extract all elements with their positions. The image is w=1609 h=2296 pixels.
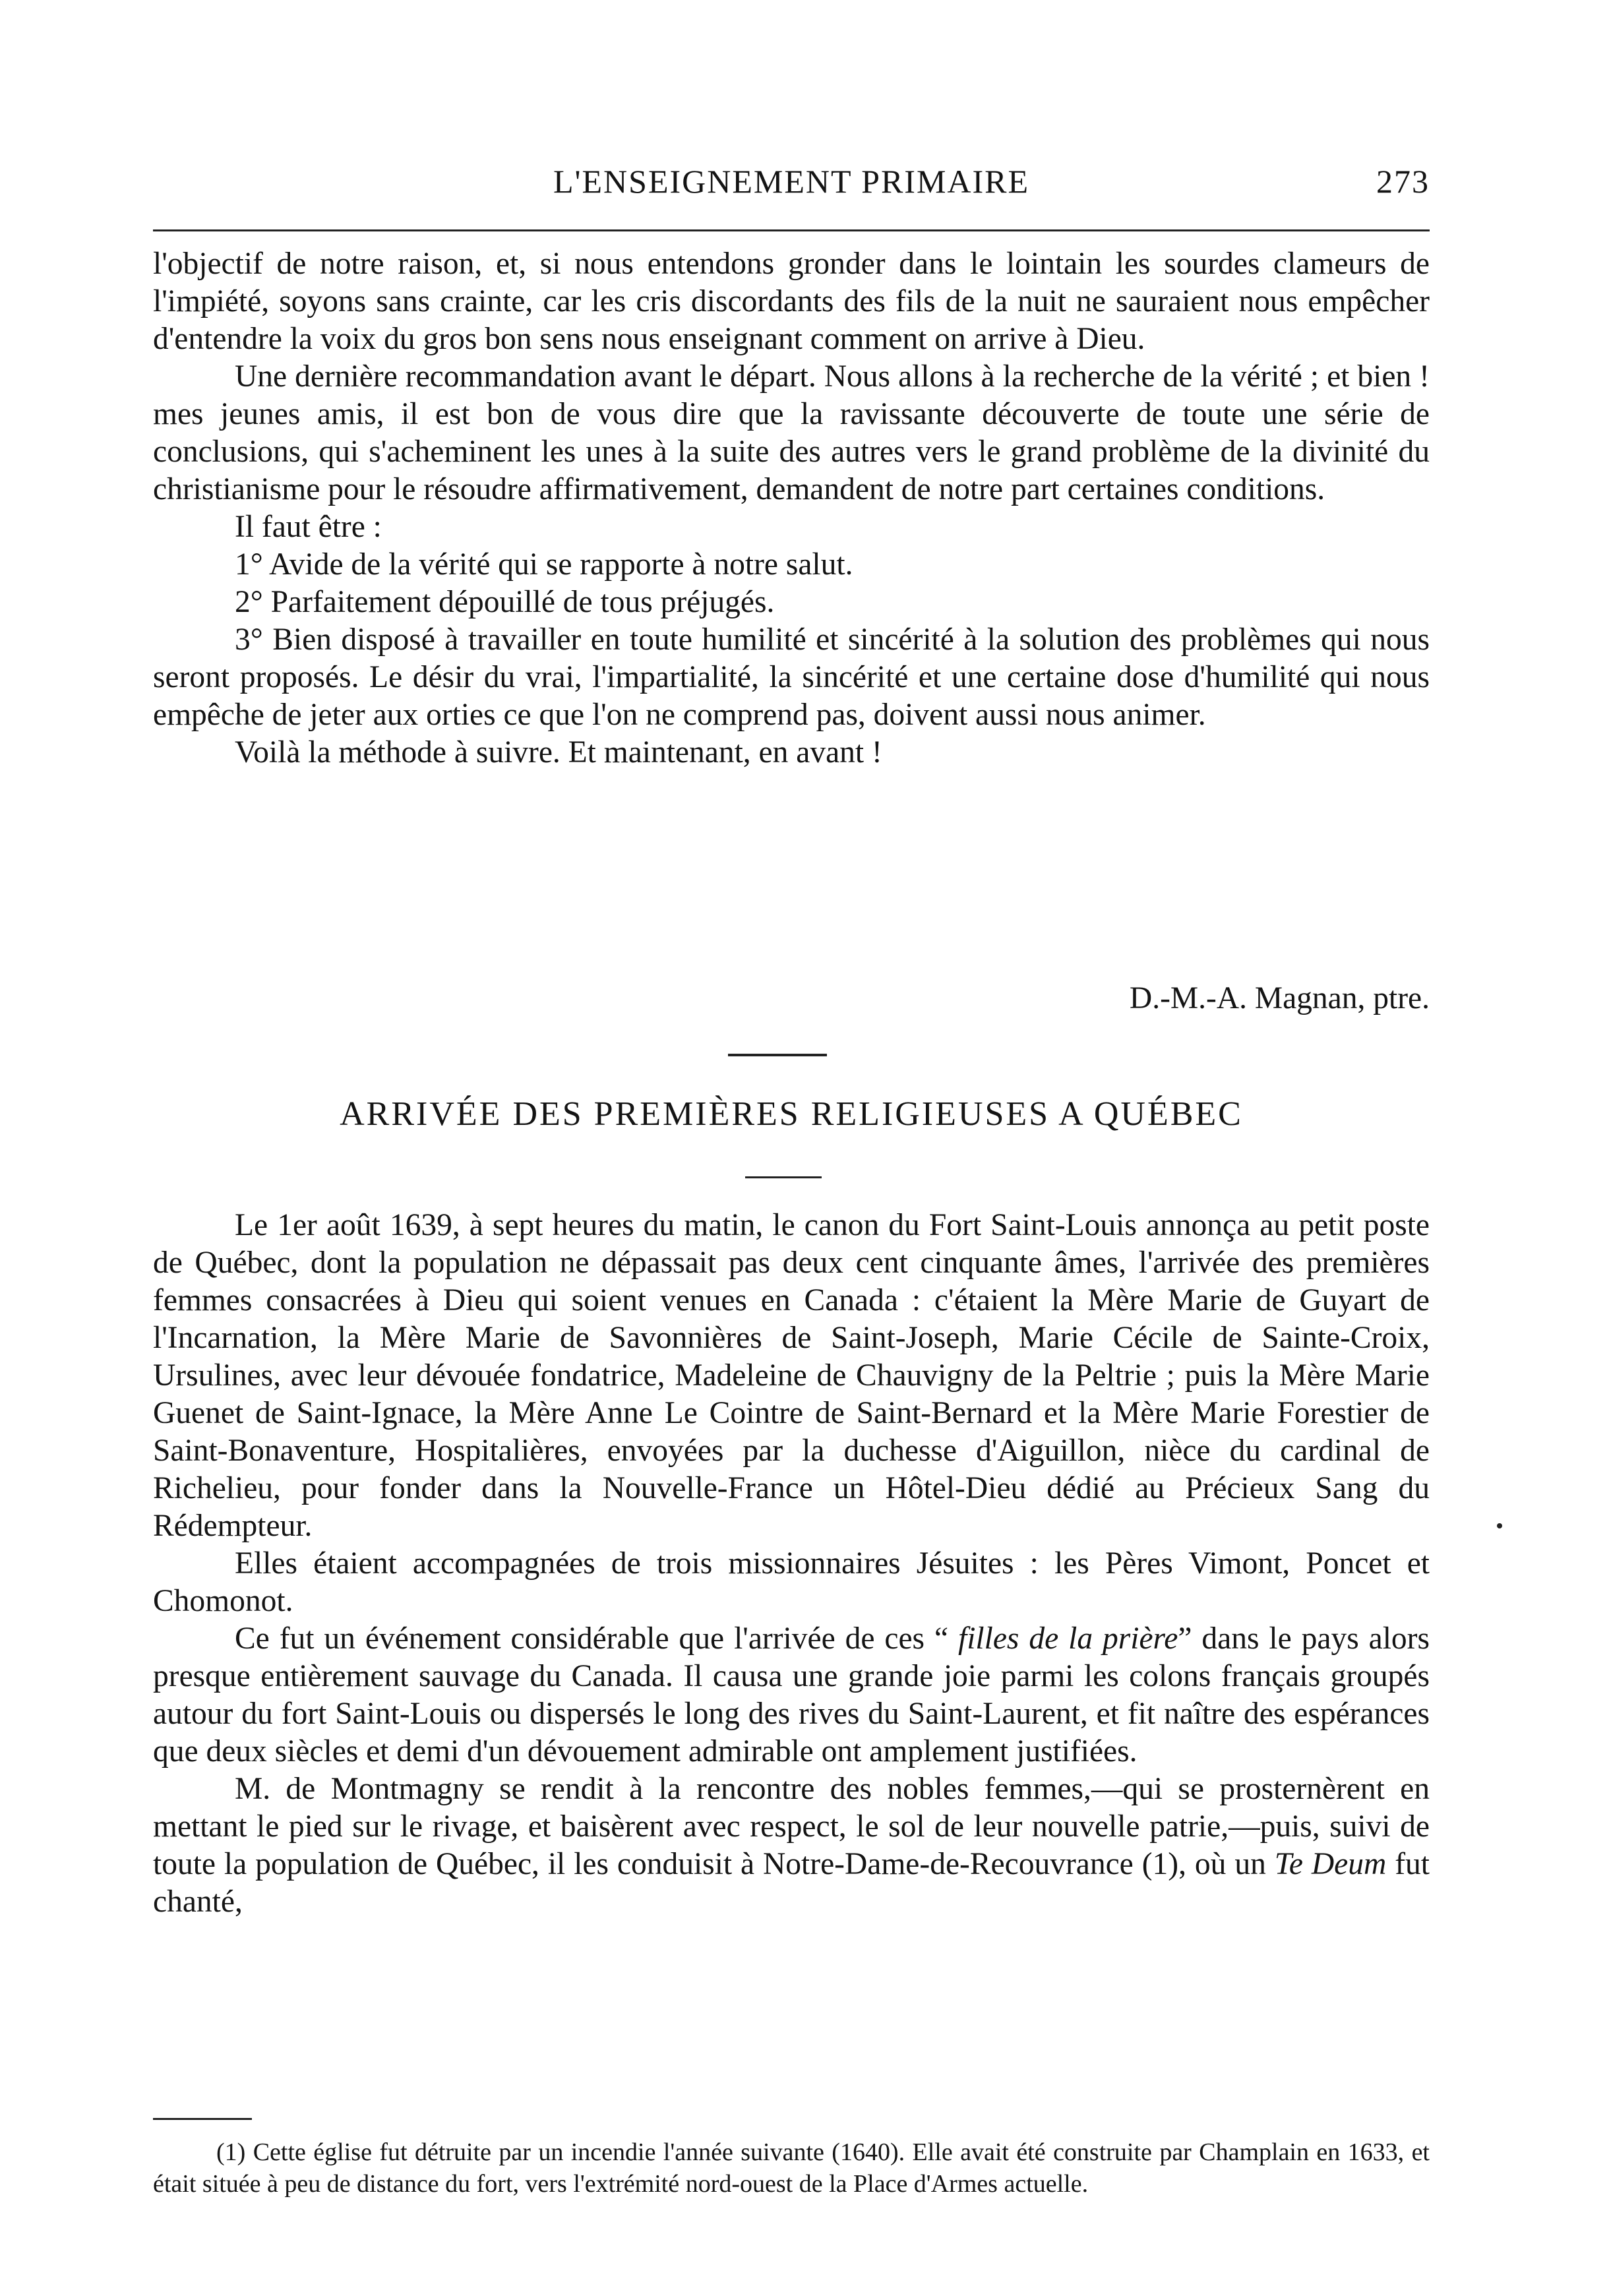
paragraph [153, 1770, 1430, 1921]
text-run: M. de Montmagny se rendit à la rencontre des nobles femmes,—qui se prosternèrent en mettant le pied sur le rivage, et baisèrent avec respect, le sol de leur nouvelle patrie,—puis, suivi de toute la population de Québec, il les conduisit à Notre-Dame-de-Recouvrance (1), où un [153, 1772, 1430, 1881]
ink-speck [1497, 1523, 1502, 1528]
text-run: fut chanté, [153, 1847, 1430, 1919]
article-body [153, 1207, 1430, 1921]
italic-phrase: Te Deum [1274, 1847, 1387, 1881]
article-title: ARRIVÉE DES PREMIÈRES RELIGIEUSES A QUÉBEC [340, 1095, 1243, 1133]
footnote: (1) Cette église fut détruite par un incendie l'année suivante (1640). Elle avait été construite par Champlain en 1633, et était située à peu de distance du fort, vers l'extrémité nord-ouest de la Place d'Armes actuelle. [153, 2138, 1430, 2198]
section-divider [728, 1054, 827, 1056]
author-signature: D.-M.-A. Magnan, ptre. [1129, 981, 1430, 1015]
running-head [153, 162, 1430, 208]
running-title: L'ENSEIGNEMENT PRIMAIRE [553, 163, 1030, 200]
conditions-intro: Il faut être : [235, 510, 382, 544]
footnote-rule [153, 2118, 252, 2120]
paragraph: Elles étaient accompagnées de trois missionnaires Jésuites : les Pères Vimont, Poncet et Chomonot. [153, 1546, 1430, 1618]
italic-phrase: filles de la prière [958, 1621, 1178, 1656]
essay-conclusion [153, 245, 1430, 771]
paragraph [153, 1620, 1430, 1770]
page-number: 273 [1376, 163, 1430, 200]
condition-item: 1° Avide de la vérité qui se rapporte à notre salut. [235, 547, 853, 582]
paragraph: Une dernière recommandation avant le départ. Nous allons à la recherche de la vérité ; et bien ! mes jeunes amis, il est bon de vous dire que la ravissante découverte de toute une série de conclusions, qui s'acheminent les unes à la suite des autres vers le grand problème de la divinité du christianisme pour le résoudre affirmativement, demandent de notre part certaines conditions. [153, 359, 1430, 506]
paragraph: Le 1er août 1639, à sept heures du matin, le canon du Fort Saint-Louis annonça au petit poste de Québec, dont la population ne dépassait pas deux cent cinquante âmes, l'arrivée des premières femmes consacrées à Dieu qui soient venues en Canada : c'étaient la Mère Marie de Guyart de l'Incarnation, la Mère Marie de Savonnières de Saint-Joseph, Marie Cécile de Sainte-Croix, Ursulines, avec leur dévouée fondatrice, Madeleine de Chauvigny de la Peltrie ; puis la Mère Marie Guenet de Saint-Ignace, la Mère Anne Le Cointre de Saint-Bernard et la Mère Marie Forestier de Saint-Bonaventure, Hospitalières, envoyées par la duchesse d'Aiguillon, nièce du cardinal de Richelieu, pour fonder dans la Nouvelle-France un Hôtel-Dieu dédié au Précieux Sang du Rédempteur. [153, 1208, 1430, 1543]
paragraph: Voilà la méthode à suivre. Et maintenant, en avant ! [235, 735, 882, 770]
title-rule [745, 1176, 822, 1178]
condition-item: 2° Parfaitement dépouillé de tous préjugés. [235, 585, 775, 619]
header-rule [153, 229, 1430, 231]
text-run: Ce fut un événement considérable que l'arrivée de ces “ [235, 1621, 959, 1656]
condition-item: 3° Bien disposé à travailler en toute humilité et sincérité à la solution des problèmes qui nous seront proposés. Le désir du vrai, l'impartialité, la sincérité et une certaine dose d'humilité qui nous empêche de jeter aux orties ce que l'on ne comprend pas, doivent aussi nous animer. [153, 622, 1430, 732]
paragraph: l'objectif de notre raison, et, si nous entendons gronder dans le lointain les sourdes clameurs de l'impiété, soyons sans crainte, car les cris discordants des fils de la nuit ne sauraient nous empêcher d'entendre la voix du gros bon sens nous enseignant comment on arrive à Dieu. [153, 247, 1430, 356]
text-run: ” dans le pays alors presque entièrement sauvage du Canada. Il causa une grande joie parmi les colons français groupés autour du fort Saint-Louis ou dispersés le long des rives du Saint-Laurent, et fit naître des espérances que deux siècles et demi d'un dévouement admirable ont amplement justifiées. [153, 1621, 1430, 1768]
